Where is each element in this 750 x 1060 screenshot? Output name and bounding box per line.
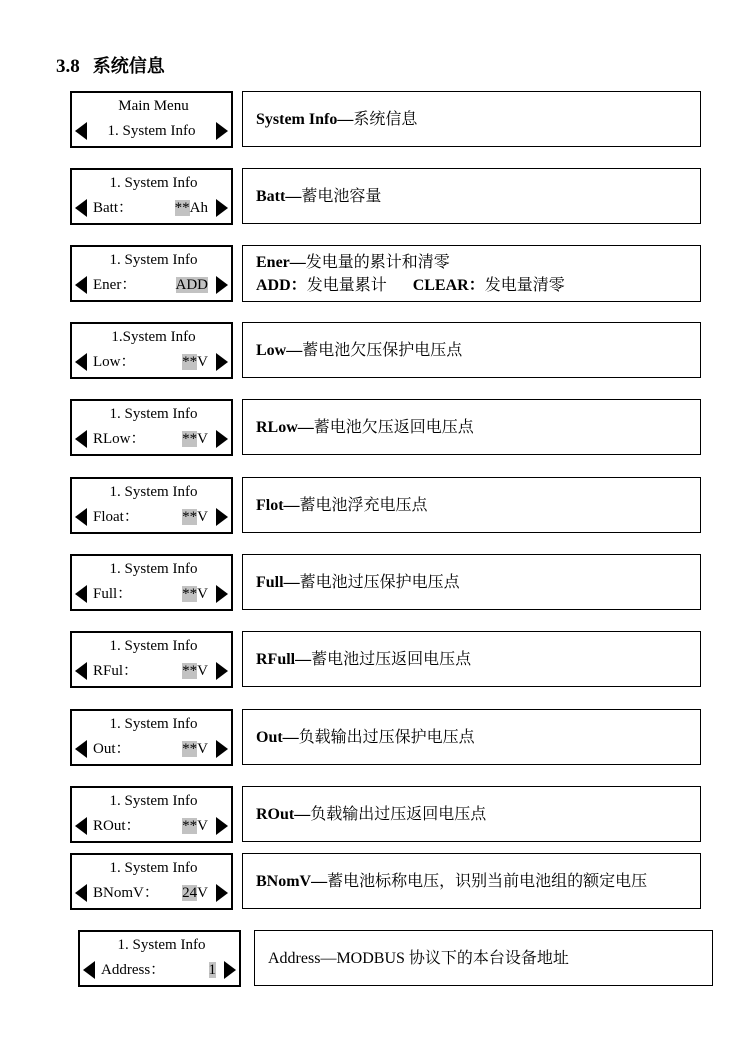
description-line	[256, 251, 692, 274]
lcd-field-label: Address：	[101, 962, 166, 978]
lcd-field-value-area	[141, 816, 214, 836]
lcd-value-unit: Ah	[189, 200, 208, 216]
section-number: 3.8	[56, 56, 80, 77]
triangle-right-icon[interactable]	[216, 199, 228, 217]
description-line	[256, 803, 692, 826]
description-separator-secondary: ：	[468, 276, 485, 294]
description-term: Low	[256, 341, 287, 359]
description-text: 负载输出过压返回电压点	[310, 805, 487, 823]
lcd-value-line	[72, 349, 231, 375]
lcd-field-value-area	[165, 960, 222, 980]
description-line	[256, 416, 692, 439]
description-box-rlow	[242, 399, 701, 455]
description-separator: —	[286, 341, 303, 359]
description-separator: —	[337, 110, 354, 128]
lcd-panel-rout[interactable]	[70, 786, 233, 843]
lcd-value-line	[72, 504, 231, 530]
triangle-right-icon[interactable]	[216, 585, 228, 603]
lcd-title-line: 1. System Info	[109, 175, 198, 191]
lcd-title-line: Main Menu	[118, 98, 189, 114]
description-separator: —	[282, 728, 299, 746]
description-line	[256, 648, 692, 671]
triangle-left-icon[interactable]	[75, 430, 87, 448]
lcd-title-line: 1. System Info	[109, 252, 198, 268]
lcd-value-unit: V	[197, 741, 208, 757]
lcd-field-label: BNomV：	[93, 885, 159, 901]
lcd-highlighted-value[interactable]: ADD	[175, 277, 208, 293]
description-separator: —	[311, 872, 328, 890]
triangle-left-icon[interactable]	[75, 662, 87, 680]
triangle-right-icon[interactable]	[216, 740, 228, 758]
description-term: ROut	[256, 805, 295, 823]
description-line	[256, 339, 692, 362]
triangle-left-icon[interactable]	[75, 122, 87, 140]
description-box-address	[254, 930, 713, 986]
description-text: 系统信息	[353, 110, 418, 128]
lcd-highlighted-value[interactable]: **	[182, 586, 198, 602]
triangle-right-icon[interactable]	[216, 662, 228, 680]
description-separator: ：	[290, 276, 307, 294]
lcd-screen	[72, 788, 231, 841]
triangle-right-icon[interactable]	[216, 122, 228, 140]
lcd-highlighted-value[interactable]: **	[182, 663, 198, 679]
description-box-bnomv	[242, 853, 701, 909]
triangle-left-icon[interactable]	[75, 817, 87, 835]
description-box-low	[242, 322, 701, 378]
description-text: 发电量累计	[306, 276, 387, 294]
description-term: Full	[256, 573, 284, 591]
lcd-field-label: Out：	[93, 741, 131, 757]
description-line	[256, 571, 692, 594]
description-line	[256, 274, 692, 297]
lcd-title-line: 1. System Info	[117, 937, 206, 953]
description-term: Address	[268, 949, 321, 967]
description-text: 蓄电池容量	[301, 187, 382, 205]
triangle-left-icon[interactable]	[75, 884, 87, 902]
lcd-panel-out[interactable]	[70, 709, 233, 766]
description-box-out	[242, 709, 701, 765]
description-box-ener	[242, 245, 701, 302]
lcd-value-line	[72, 195, 231, 221]
lcd-title-line: 1.System Info	[111, 329, 196, 345]
description-line	[256, 726, 692, 749]
lcd-field-label: ROut：	[93, 818, 141, 834]
description-separator: —	[283, 496, 300, 514]
triangle-right-icon[interactable]	[216, 508, 228, 526]
triangle-left-icon[interactable]	[75, 199, 87, 217]
lcd-value-line	[72, 880, 231, 906]
lcd-title-line: 1. System Info	[109, 406, 198, 422]
description-separator: —	[320, 949, 337, 967]
lcd-screen	[72, 170, 231, 223]
lcd-value-line	[72, 658, 231, 684]
lcd-value-line	[72, 272, 231, 298]
lcd-field-value-area	[138, 661, 214, 681]
lcd-panel-rlow[interactable]	[70, 399, 233, 456]
lcd-title-line: 1. System Info	[109, 860, 198, 876]
lcd-title-line: 1. System Info	[109, 716, 198, 732]
lcd-value-unit: V	[197, 509, 208, 525]
lcd-field-label: RFul：	[93, 663, 139, 679]
triangle-right-icon[interactable]	[216, 353, 228, 371]
triangle-left-icon[interactable]	[75, 276, 87, 294]
lcd-field-value-area	[131, 739, 214, 759]
description-term: ADD	[256, 276, 291, 294]
description-text: 蓄电池过压保护电压点	[299, 573, 460, 591]
description-text: 发电量的累计和清零	[305, 253, 450, 271]
lcd-field-label: Low：	[93, 354, 136, 370]
lcd-panel-system-info[interactable]	[70, 91, 233, 148]
lcd-panel-rfull[interactable]	[70, 631, 233, 688]
triangle-right-icon[interactable]	[224, 961, 236, 979]
triangle-left-icon[interactable]	[75, 585, 87, 603]
lcd-field-value-area	[159, 883, 214, 903]
triangle-left-icon[interactable]	[75, 508, 87, 526]
lcd-field-value-area	[132, 584, 214, 604]
description-separator: —	[294, 805, 311, 823]
description-text-secondary: 发电量清零	[484, 276, 565, 294]
description-box-rfull	[242, 631, 701, 687]
description-separator: —	[295, 650, 312, 668]
lcd-value-line	[72, 118, 231, 144]
lcd-field-value-area	[136, 352, 215, 372]
lcd-screen	[72, 93, 231, 146]
description-text: 负载输出过压保护电压点	[298, 728, 475, 746]
lcd-panel-ener[interactable]	[70, 245, 233, 302]
lcd-title-line: 1. System Info	[109, 793, 198, 809]
lcd-screen	[80, 932, 239, 985]
description-term: Ener	[256, 253, 290, 271]
lcd-screen	[72, 401, 231, 454]
triangle-right-icon[interactable]	[216, 884, 228, 902]
lcd-title-line: 1. System Info	[109, 561, 198, 577]
description-text: 蓄电池欠压返回电压点	[313, 418, 474, 436]
lcd-value-line	[72, 736, 231, 762]
lcd-value-unit: V	[197, 885, 208, 901]
lcd-field-label: RLow：	[93, 431, 146, 447]
lcd-field-label: Full：	[93, 586, 133, 602]
lcd-highlighted-value[interactable]: 1	[208, 962, 216, 978]
triangle-left-icon[interactable]	[75, 353, 87, 371]
lcd-value-line	[80, 957, 239, 983]
triangle-right-icon[interactable]	[216, 276, 228, 294]
lcd-highlighted-value[interactable]: 24	[182, 885, 198, 901]
description-term: Out	[256, 728, 283, 746]
lcd-highlighted-value[interactable]: **	[182, 818, 198, 834]
description-text: 蓄电池浮充电压点	[299, 496, 428, 514]
lcd-field-label: 1. System Info	[107, 123, 196, 139]
description-line	[256, 108, 692, 131]
lcd-screen	[72, 633, 231, 686]
description-term: RLow	[256, 418, 298, 436]
lcd-screen	[72, 556, 231, 609]
description-term-secondary: CLEAR	[412, 276, 469, 294]
lcd-title-line: 1. System Info	[109, 484, 198, 500]
description-term: Flot	[256, 496, 284, 514]
lcd-panel-float[interactable]	[70, 477, 233, 534]
triangle-right-icon[interactable]	[216, 430, 228, 448]
description-box-rout	[242, 786, 701, 842]
lcd-screen	[72, 711, 231, 764]
triangle-left-icon[interactable]	[75, 740, 87, 758]
lcd-screen	[72, 479, 231, 532]
description-line	[268, 947, 704, 970]
lcd-highlighted-value[interactable]: **	[182, 354, 198, 370]
lcd-value-unit: V	[197, 354, 208, 370]
lcd-field-value-area	[146, 429, 214, 449]
lcd-field-label: Float：	[93, 509, 139, 525]
description-term: RFull	[256, 650, 296, 668]
description-line	[256, 185, 692, 208]
lcd-field-label: Ener：	[93, 277, 137, 293]
description-text: 蓄电池标称电压，识别当前电池组的额定电压	[327, 872, 648, 890]
lcd-highlighted-value[interactable]: **	[182, 509, 198, 525]
lcd-value-line	[72, 581, 231, 607]
lcd-highlighted-value[interactable]: **	[174, 200, 190, 216]
lcd-field-value-area	[136, 275, 214, 295]
description-box-system-info	[242, 91, 701, 147]
lcd-value-line	[72, 813, 231, 839]
triangle-right-icon[interactable]	[216, 817, 228, 835]
description-separator: —	[289, 253, 306, 271]
description-line	[256, 494, 692, 517]
lcd-panel-address[interactable]	[78, 930, 241, 987]
lcd-panel-full[interactable]	[70, 554, 233, 611]
lcd-field-value-area	[133, 198, 214, 218]
lcd-highlighted-value[interactable]: **	[182, 741, 198, 757]
description-text: 蓄电池过压返回电压点	[311, 650, 472, 668]
description-term: Batt	[256, 187, 286, 205]
lcd-panel-low[interactable]	[70, 322, 233, 379]
description-text: 蓄电池欠压保护电压点	[302, 341, 463, 359]
description-term: System Info	[256, 110, 338, 128]
description-box-batt	[242, 168, 701, 224]
lcd-value-line	[72, 426, 231, 452]
description-line	[256, 870, 692, 893]
description-text: MODBUS 协议下的本台设备地址	[336, 949, 569, 967]
lcd-panel-bnomv[interactable]	[70, 853, 233, 910]
lcd-screen	[72, 855, 231, 908]
description-term: BNomV	[256, 872, 312, 890]
lcd-screen	[72, 247, 231, 300]
lcd-highlighted-value[interactable]: **	[182, 431, 198, 447]
lcd-value-unit: V	[197, 818, 208, 834]
section-title: 系统信息	[92, 56, 165, 77]
lcd-value-unit: V	[197, 586, 208, 602]
description-separator: —	[297, 418, 314, 436]
description-box-full	[242, 554, 701, 610]
description-separator: —	[283, 573, 300, 591]
lcd-field-value-area	[139, 507, 214, 527]
lcd-field-label: Batt：	[93, 200, 133, 216]
lcd-panel-batt[interactable]	[70, 168, 233, 225]
lcd-title-line: 1. System Info	[109, 638, 198, 654]
description-box-float	[242, 477, 701, 533]
lcd-screen	[72, 324, 231, 377]
lcd-value-unit: V	[197, 663, 208, 679]
triangle-left-icon[interactable]	[83, 961, 95, 979]
lcd-value-unit: V	[197, 431, 208, 447]
description-separator: —	[285, 187, 302, 205]
